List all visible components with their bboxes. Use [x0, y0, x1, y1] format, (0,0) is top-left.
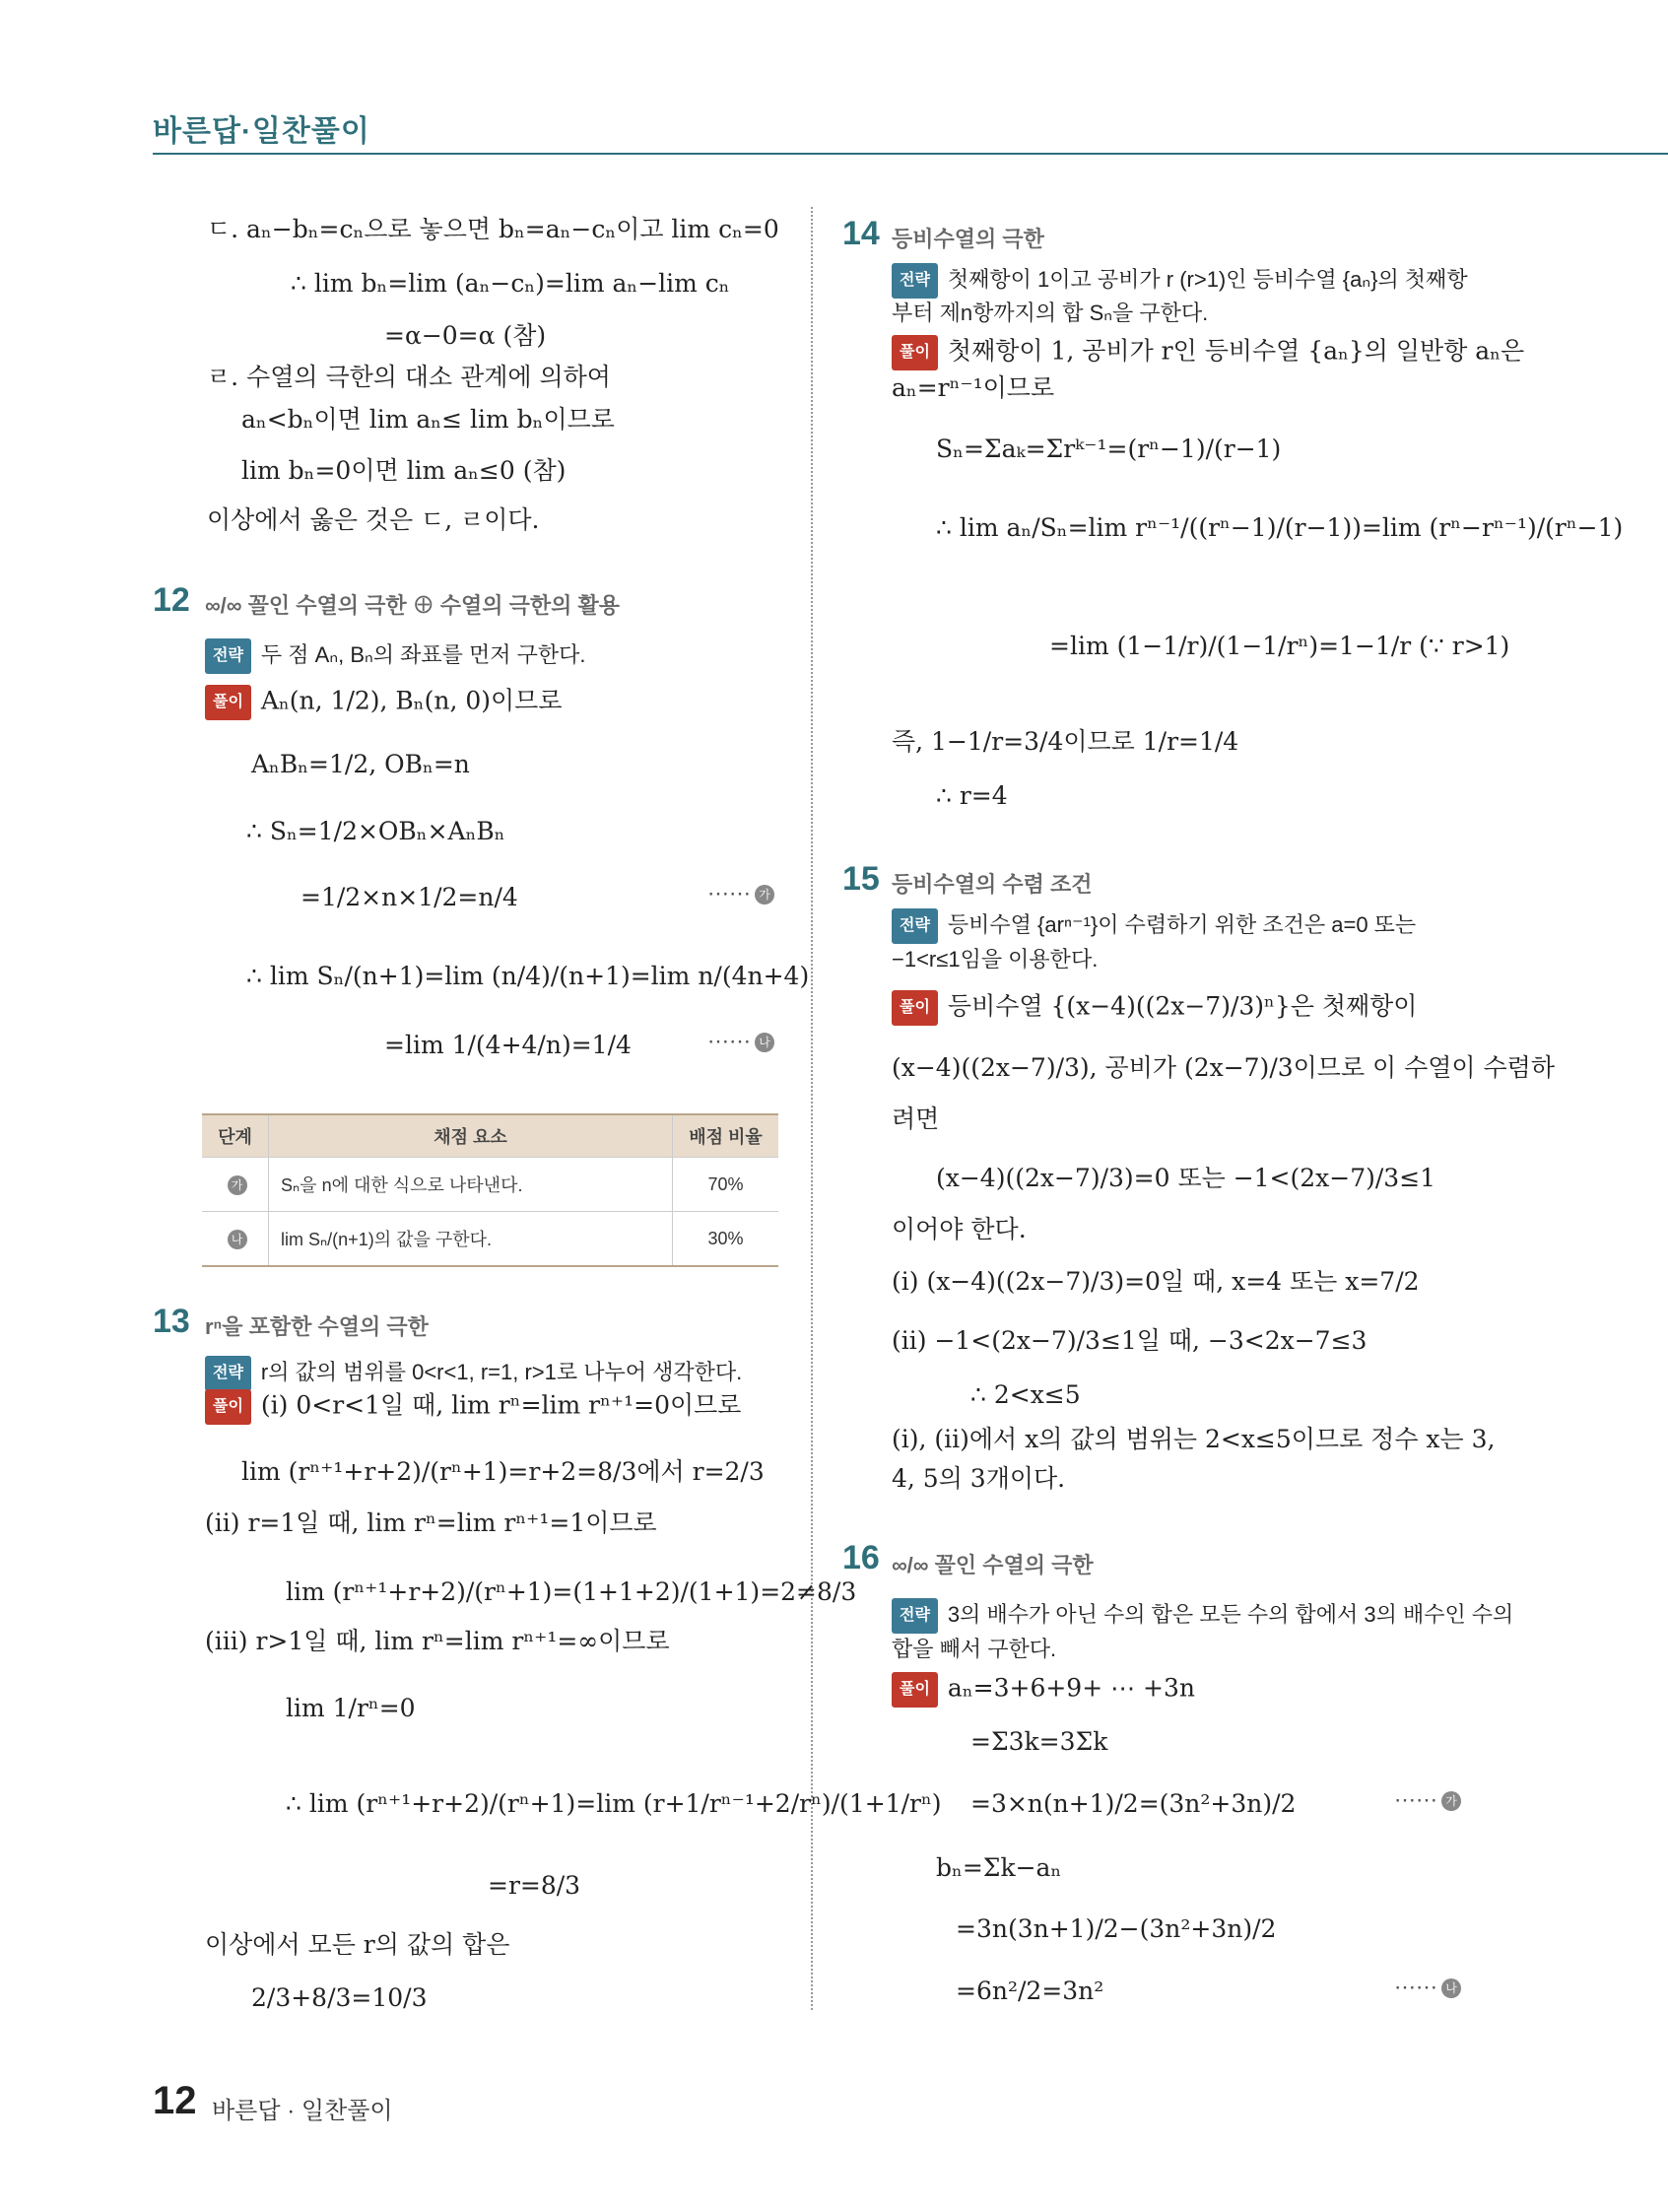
solution-line: =lim (1−1/r)/(1−1/rⁿ)=1−1/r (∵ r>1)	[1049, 632, 1510, 660]
solution-line	[205, 1389, 741, 1425]
solution-line: (ⅲ) r>1일 때, lim rⁿ=lim rⁿ⁺¹=∞이므로	[205, 1627, 670, 1655]
step-marker: ⋯⋯ 가	[707, 882, 774, 906]
step-circle: 나	[755, 1033, 774, 1052]
strategy-line	[205, 1356, 742, 1391]
question-title: ∞/∞ 꼴인 수열의 극한 ⊕ 수열의 극한의 활용	[205, 593, 621, 618]
solution-line: 4, 5의 3개이다.	[892, 1464, 1066, 1493]
page-number: 12	[153, 2079, 197, 2122]
strategy-line	[892, 263, 1468, 299]
question-number: 16	[842, 1539, 880, 1576]
strategy-badge: 전략	[892, 908, 938, 944]
solution-text: (ⅰ) 0<r<1일 때, lim rⁿ=lim rⁿ⁺¹=0이므로	[260, 1390, 742, 1420]
solution-line: AₙBₙ=1/2, OBₙ=n	[251, 750, 470, 778]
solution-line: 2/3+8/3=10/3	[251, 1983, 428, 2012]
step-circle: 가	[1441, 1791, 1461, 1811]
strategy-text: r의 값의 범위를 0<r<1, r=1, r>1로 나누어 생각한다.	[260, 1359, 743, 1384]
strategy-text: 3의 배수가 아닌 수의 합은 모든 수의 합에서 3의 배수인 수의	[947, 1601, 1514, 1627]
strategy-badge: 전략	[892, 1598, 938, 1634]
solution-line: ∴ r=4	[936, 781, 1008, 810]
question-title: ∞/∞ 꼴인 수열의 극한	[892, 1553, 1094, 1577]
table-cell: 나	[202, 1212, 269, 1267]
question-title: 등비수열의 수렴 조건	[892, 872, 1093, 897]
footer-title: 바른답 · 일찬풀이	[212, 2098, 393, 2124]
solution-line: bₙ=Σk−aₙ	[936, 1853, 1062, 1882]
solution-line: 즉, 1−1/r=3/4이므로 1/r=1/4	[892, 727, 1239, 756]
solution-badge: 풀이	[892, 335, 938, 370]
solution-line: =lim 1/(4+4/n)=1/4	[384, 1031, 632, 1059]
step-circle: 나	[1441, 1978, 1461, 1998]
solution-text: aₙ=3+6+9+ ⋯ +3n	[947, 1673, 1195, 1703]
table-cell: Sₙ을 n에 대한 식으로 나타낸다.	[269, 1158, 673, 1212]
solution-line: ∴ 2<x≤5	[970, 1380, 1081, 1409]
solution-line: lim 1/rⁿ=0	[286, 1694, 416, 1722]
step-marker: ⋯⋯ 나	[1394, 1976, 1461, 2000]
solution-text: 첫째항이 1, 공비가 r인 등비수열 {aₙ}의 일반항 aₙ은	[947, 336, 1525, 366]
table-row	[202, 1212, 778, 1267]
solution-line: =6n²/2=3n²	[956, 1977, 1104, 2005]
strategy-badge: 전략	[892, 263, 938, 299]
question-title: rⁿ을 포함한 수열의 극한	[205, 1314, 429, 1339]
cont-line: aₙ<bₙ이면 lim aₙ≤ lim bₙ이므로	[241, 405, 615, 434]
question-title: 등비수열의 극한	[892, 227, 1044, 251]
table-cell: 70%	[673, 1158, 779, 1212]
strategy-line	[892, 908, 1416, 944]
strategy-text: 첫째항이 1이고 공비가 r (r>1)인 등비수열 {aₙ}의 첫째항	[947, 266, 1468, 292]
table-header: 단계	[202, 1114, 269, 1158]
table-header: 배점 비율	[673, 1114, 779, 1158]
strategy-text: 합을 빼서 구한다.	[892, 1637, 1057, 1661]
solution-line	[892, 1672, 1195, 1708]
solution-line: ∴ lim (rⁿ⁺¹+r+2)/(rⁿ+1)=lim (r+1/rⁿ⁻¹+2/rⁿ)/(1+1/rⁿ)	[286, 1789, 942, 1818]
header-title: 바른답·일찬풀이	[153, 115, 370, 148]
cont-line: ∴ lim bₙ=lim (aₙ−cₙ)=lim aₙ−lim cₙ	[291, 269, 730, 298]
strategy-line	[205, 638, 585, 674]
strategy-line	[892, 1598, 1513, 1634]
solution-line: 이어야 한다.	[892, 1215, 1027, 1243]
question-number: 13	[153, 1303, 190, 1340]
solution-line: 이상에서 모든 r의 값의 합은	[205, 1930, 510, 1959]
strategy-badge: 전략	[205, 1356, 251, 1391]
cont-line: ㄹ. 수열의 극한의 대소 관계에 의하여	[207, 363, 611, 391]
solution-line: =r=8/3	[488, 1871, 581, 1900]
solution-line: =Σ3k=3Σk	[970, 1727, 1108, 1756]
solution-line: (x−4)((2x−7)/3)=0 또는 −1<(2x−7)/3≤1	[936, 1164, 1436, 1192]
solution-badge: 풀이	[892, 990, 938, 1026]
solution-line: (x−4)((2x−7)/3), 공비가 (2x−7)/3이므로 이 수열이 수렴하	[892, 1053, 1555, 1082]
scoring-table	[202, 1113, 778, 1267]
solution-line: =3×n(n+1)/2=(3n²+3n)/2	[970, 1789, 1297, 1818]
solution-line: ∴ Sₙ=1/2×OBₙ×AₙBₙ	[246, 817, 505, 845]
question-number: 15	[842, 860, 880, 898]
solution-line	[892, 335, 1524, 370]
solution-line: (ⅰ) (x−4)((2x−7)/3)=0일 때, x=4 또는 x=7/2	[892, 1267, 1420, 1296]
solution-line: lim (rⁿ⁺¹+r+2)/(rⁿ+1)=(1+1+2)/(1+1)=2≠8/3	[286, 1577, 857, 1606]
solution-line: aₙ=rⁿ⁻¹이므로	[892, 373, 1055, 402]
solution-text: Aₙ(n, 1/2), Bₙ(n, 0)이므로	[260, 686, 563, 715]
table-cell: lim Sₙ/(n+1)의 값을 구한다.	[269, 1212, 673, 1267]
table-row	[202, 1158, 778, 1212]
strategy-text: 두 점 Aₙ, Bₙ의 좌표를 먼저 구한다.	[260, 641, 586, 667]
step-marker: ⋯⋯ 나	[707, 1030, 774, 1054]
solution-line	[892, 990, 1417, 1026]
solution-line: =3n(3n+1)/2−(3n²+3n)/2	[956, 1914, 1277, 1943]
question-number: 12	[153, 581, 190, 619]
table-header: 채점 요소	[269, 1114, 673, 1158]
question-number: 14	[842, 215, 880, 252]
solution-line: (ⅰ), (ⅱ)에서 x의 값의 범위는 2<x≤5이므로 정수 x는 3,	[892, 1425, 1496, 1453]
solution-line	[205, 685, 562, 720]
solution-line: (ⅱ) r=1일 때, lim rⁿ=lim rⁿ⁺¹=1이므로	[205, 1508, 657, 1537]
solution-line: 려면	[892, 1105, 940, 1133]
step-marker: ⋯⋯ 가	[1394, 1788, 1461, 1813]
column-divider	[811, 207, 813, 2010]
solution-badge: 풀이	[205, 685, 251, 720]
solution-badge: 풀이	[205, 1389, 251, 1425]
strategy-badge: 전략	[205, 638, 251, 674]
solution-line: lim (rⁿ⁺¹+r+2)/(rⁿ+1)=r+2=8/3에서 r=2/3	[241, 1457, 765, 1486]
solution-line: Sₙ=Σaₖ=Σrᵏ⁻¹=(rⁿ−1)/(r−1)	[936, 435, 1282, 463]
solution-line: ∴ lim aₙ/Sₙ=lim rⁿ⁻¹/((rⁿ−1)/(r−1))=lim (rⁿ−rⁿ⁻¹)/(rⁿ−1)	[936, 513, 1624, 542]
step-circle: 가	[755, 885, 774, 905]
solution-line: =1/2×n×1/2=n/4	[300, 883, 518, 911]
solution-badge: 풀이	[892, 1672, 938, 1708]
cont-line: ㄷ. aₙ−bₙ=cₙ으로 놓으면 bₙ=aₙ−cₙ이고 lim cₙ=0	[207, 215, 779, 243]
strategy-text: 등비수열 {arⁿ⁻¹}이 수렴하기 위한 조건은 a=0 또는	[947, 911, 1417, 937]
solution-line: (ⅱ) −1<(2x−7)/3≤1일 때, −3<2x−7≤3	[892, 1326, 1368, 1355]
solution-line: ∴ lim Sₙ/(n+1)=lim (n/4)/(n+1)=lim n/(4n+4)	[246, 962, 810, 990]
cont-line: =α−0=α (참)	[384, 321, 547, 350]
table-cell: 가	[202, 1158, 269, 1212]
header-rule	[153, 153, 1668, 155]
cont-line: 이상에서 옳은 것은 ㄷ, ㄹ이다.	[207, 505, 540, 534]
strategy-text: −1<r≤1임을 이용한다.	[892, 947, 1099, 972]
table-cell: 30%	[673, 1212, 779, 1267]
solution-text: 등비수열 {(x−4)((2x−7)/3)ⁿ}은 첫째항이	[947, 991, 1418, 1021]
strategy-text: 부터 제n항까지의 합 Sₙ을 구한다.	[892, 301, 1209, 325]
cont-line: lim bₙ=0이면 lim aₙ≤0 (참)	[241, 456, 567, 485]
